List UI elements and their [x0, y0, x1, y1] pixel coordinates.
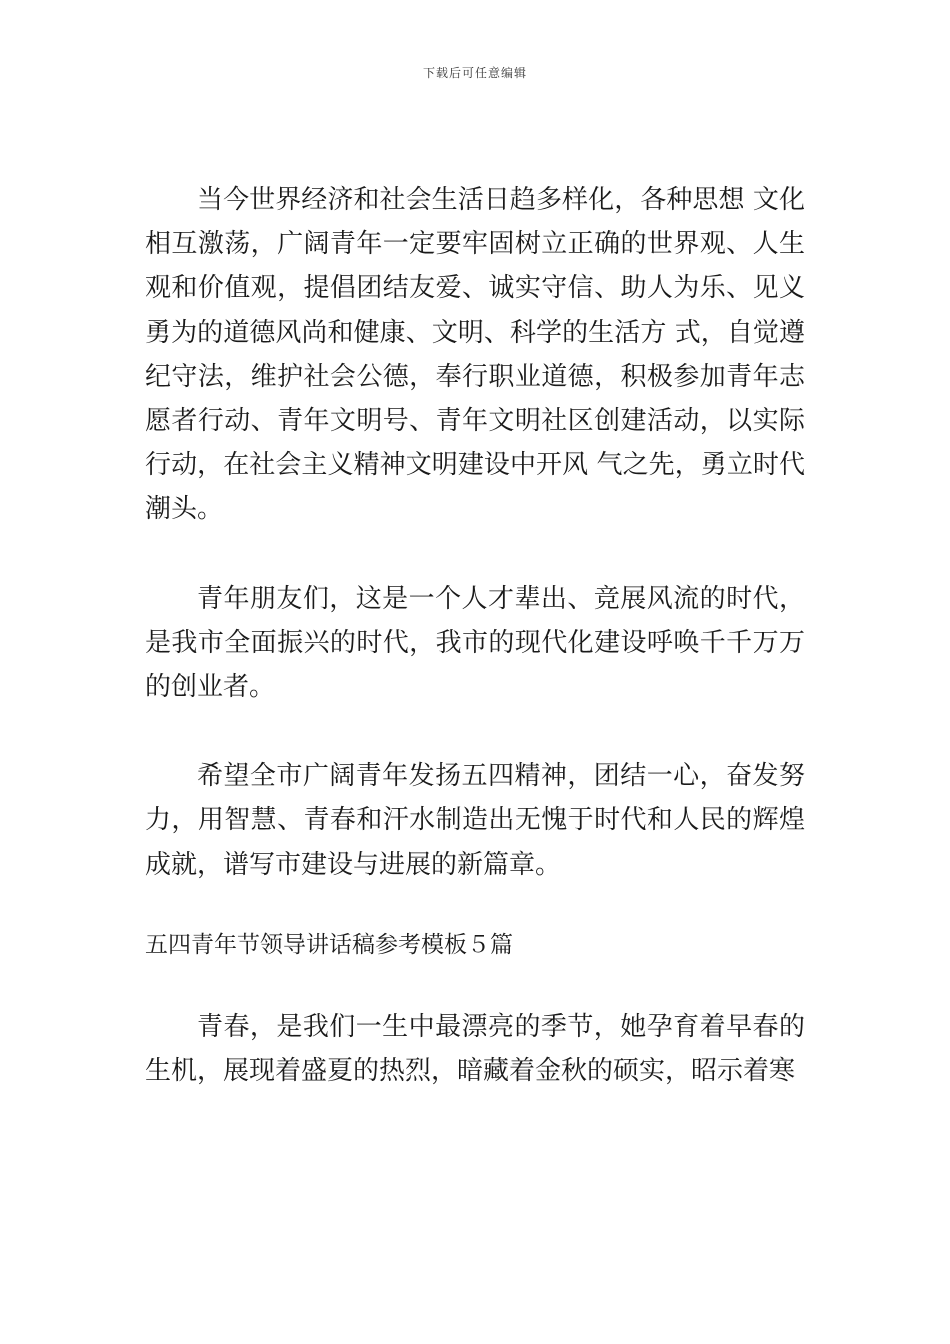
document-body [145, 178, 805, 1093]
paragraph-worldview: 当今世界经济和社会生活日趋多样化，各种思想 文化相互激荡，广阔青年一定要牢固树立正确的世界观、人生观和价值观，提倡团结友爱、诚实守信、助人为乐、见义勇为的道德风尚和健康、文明、科学的生活方 式，自觉遵纪守法，维护社会公德，奉行职业道德，积极参加青年志愿者行动、青年文明号、青年文明社区创建活动，以实际行动，在社会主义精神文明建设中开风 气之先，勇立时代潮头。 [145, 185, 805, 525]
paragraph-youth: 青春，是我们一生中最漂亮的季节，她孕育着早春的生机，展现着盛夏的热烈，暗藏着金秋的硕实，昭示着寒 [145, 1011, 805, 1087]
section-heading: 五四青年节领导讲话稿参考模板５篇 [145, 931, 513, 958]
paragraph-spacer [145, 887, 805, 925]
paragraph-spacer [145, 709, 805, 754]
paragraph-era: 青年朋友们，这是一个人才辈出、竞展风流的时代，是我市全面振兴的时代，我市的现代化建设呼唤千千万万的创业者。 [145, 583, 805, 703]
paragraph-spacer [145, 532, 805, 577]
paragraph-hope: 希望全市广阔青年发扬五四精神，团结一心，奋发努力，用智慧、青春和汗水制造出无愧于时代和人民的辉煌成就，谱写市建设与进展的新篇章。 [145, 761, 805, 880]
page-header-note: 下载后可任意编辑 [422, 66, 527, 80]
paragraph-spacer [145, 965, 805, 1005]
